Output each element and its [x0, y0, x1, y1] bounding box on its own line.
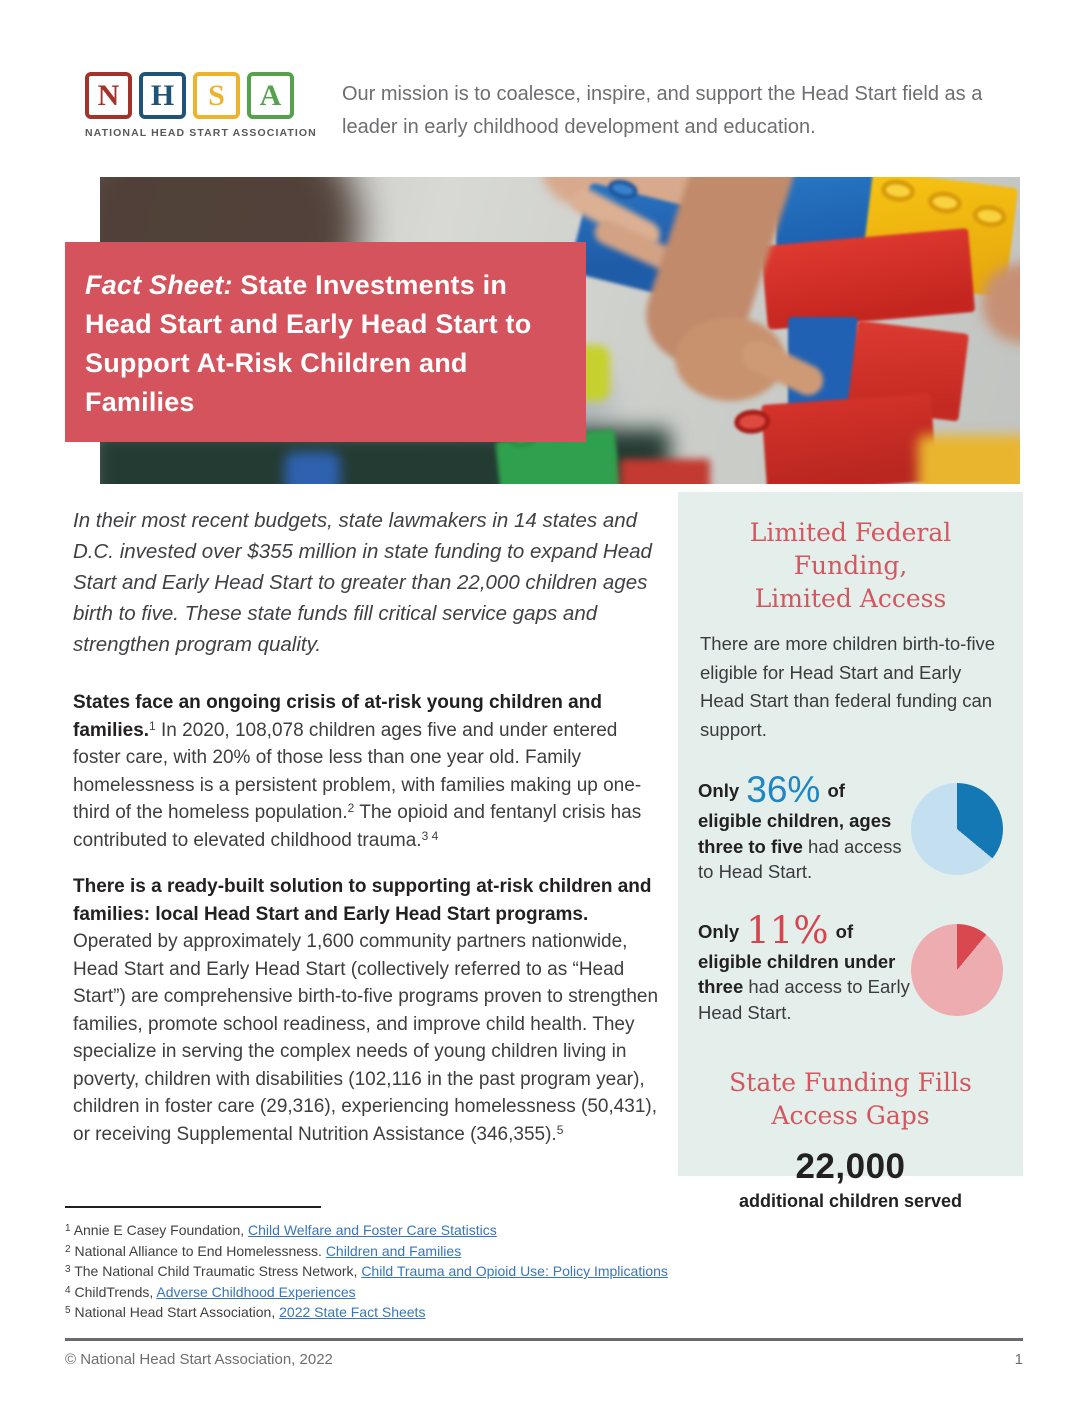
page-title: [85, 266, 566, 422]
stat-rest: had access to Early Head Start.: [698, 976, 910, 1023]
footnote-number: 1: [65, 1223, 71, 1234]
logo-block-h: H: [139, 72, 186, 119]
footnote-link[interactable]: Child Trauma and Opioid Use: Policy Implications: [361, 1263, 668, 1279]
red-duplo-block: [761, 393, 937, 484]
title-rest: State Investments in Head Start and Early Head Start to Support At-Risk Children and Families: [85, 270, 532, 417]
red-duplo-block: [761, 228, 976, 330]
footnote-link[interactable]: Child Welfare and Foster Care Statistics: [248, 1222, 497, 1238]
footnote: [65, 1241, 805, 1262]
sidebar-heading-line1: Limited Federal Funding,: [749, 518, 952, 580]
page-footer: [65, 1338, 1023, 1368]
title-prefix: Fact Sheet:: [85, 270, 233, 300]
footnote: [65, 1302, 805, 1323]
footnote: [65, 1261, 805, 1282]
paragraph-text: The opioid and fentanyl crisis has contributed to elevated childhood trauma.: [73, 802, 642, 851]
stat-only: Only: [698, 920, 745, 942]
stat-bold: of eligible children under three: [698, 920, 896, 997]
fact-sheet-title-box: [65, 242, 586, 442]
logo-block-s: S: [193, 72, 240, 119]
intro-paragraph: In their most recent budgets, state lawmakers in 14 states and D.C. invested over $355 million in state funding to expand Head Start and Early Head Start to greater than 22,000 children ages birth to five. These state funds fill critical service gaps and strengthen program quality.: [73, 509, 652, 656]
nhsa-logo: [85, 72, 317, 139]
block-stud: [971, 203, 1007, 229]
sidebar-limited-funding: [678, 492, 1023, 1211]
sidebar-heading-line2: Access Gaps: [771, 1101, 930, 1130]
sidebar-paragraph: There are more children birth-to-five eligible for Head Start and Early Head Start than federal funding can support.: [700, 633, 996, 740]
footnote-ref: 2: [347, 801, 355, 815]
stat-early-head-start-access: [698, 908, 1003, 1026]
paragraph-lead: States face an ongoing crisis of at-risk young children and families.: [73, 692, 602, 741]
stat-text: [698, 908, 910, 1026]
footnote-text: National Alliance to End Homelessness.: [74, 1242, 326, 1259]
stat-bold: of eligible children, ages three to five: [698, 780, 892, 857]
footnote-number: 3: [65, 1264, 71, 1275]
sidebar-heading-state-funding: [698, 1066, 1003, 1132]
block-stud: [880, 178, 916, 204]
footer-divider: [65, 1338, 1023, 1341]
footnote-number: 2: [65, 1243, 71, 1255]
sidebar-heading-line2: Limited Access: [754, 584, 947, 613]
logo-block-n: N: [85, 72, 132, 119]
footnote-text: The National Child Traumatic Stress Network,: [74, 1263, 362, 1279]
children-served-caption: additional children served: [738, 1191, 963, 1211]
stat-only: Only: [698, 780, 745, 801]
footnote-ref: 5: [556, 1122, 564, 1137]
mission-statement: Our mission is to coalesce, inspire, and support the Head Start field as a leader in early childhood development and education.: [342, 83, 983, 138]
logo-blocks: [85, 72, 317, 119]
block-stud: [733, 408, 771, 434]
footnote-number: 5: [65, 1305, 71, 1316]
stat-value: 11%: [746, 908, 829, 952]
footnotes: [65, 1206, 805, 1323]
footnote-text: Annie E Casey Foundation,: [73, 1222, 249, 1238]
children-served-number: 22,000: [795, 1147, 906, 1186]
paragraph-text: Operated by approximately 1,600 community partners nationwide, Head Start and Early Head Start (collectively referred to as “Head Start”) are comprehensive birth-to-five programs proven to strengthen families, promote school readiness, and improve child health. They specialize in serving the complex needs of young children living in poverty, children with disabilities (102,116 in the past program year), children in foster care (29,316), experiencing homelessness (50,431), or receiving Supplemental Nutrition Assistance (346,355).: [73, 931, 659, 1145]
footnote: [65, 1282, 805, 1303]
paragraph-crisis: [73, 689, 665, 854]
copyright-text: © National Head Start Association, 2022: [65, 1351, 333, 1368]
stat-value: 36%: [746, 769, 821, 810]
pie-chart-early-head-start: [911, 924, 1003, 1016]
main-content: [73, 492, 665, 1148]
logo-block-a: A: [247, 72, 294, 119]
stat-text: [698, 771, 910, 885]
stat-rest: had access to Head Start.: [698, 835, 902, 882]
logo-caption: NATIONAL HEAD START ASSOCIATION: [85, 127, 317, 139]
footnote-divider: [65, 1206, 321, 1208]
stat-head-start-access: [698, 771, 1003, 885]
page-number: 1: [1014, 1351, 1023, 1368]
footnote-text: ChildTrends,: [74, 1283, 157, 1300]
pie-chart-head-start: [911, 783, 1003, 875]
footnote-ref: 3 4: [421, 828, 439, 843]
footnote-link[interactable]: Children and Families: [325, 1242, 462, 1259]
paragraph-lead: There is a ready-built solution to supporting at-risk children and families: local Head Start and Early Head Start programs.: [73, 876, 652, 925]
yellow-block-blur: [918, 435, 1020, 484]
sidebar-heading-line1: State Funding Fills: [729, 1068, 972, 1097]
footnote-ref: 1: [149, 718, 156, 733]
red-block-blur: [620, 459, 710, 484]
blue-block-blur: [285, 452, 340, 484]
paragraph-solution: [73, 873, 665, 1148]
block-stud: [927, 189, 963, 215]
paragraph-text: In 2020, 108,078 children ages five and under entered foster care, with 20% of those less than one year old. Family homelessness is a persistent problem, with families making up one-third of the homeless population.: [73, 719, 642, 823]
footnote-link[interactable]: 2022 State Fact Sheets: [279, 1304, 426, 1320]
footnote: [65, 1220, 805, 1241]
sidebar-heading: [698, 516, 1003, 615]
footnote-number: 4: [65, 1284, 71, 1296]
footnote-link[interactable]: Adverse Childhood Experiences: [156, 1283, 356, 1300]
footnote-text: National Head Start Association,: [74, 1304, 280, 1320]
